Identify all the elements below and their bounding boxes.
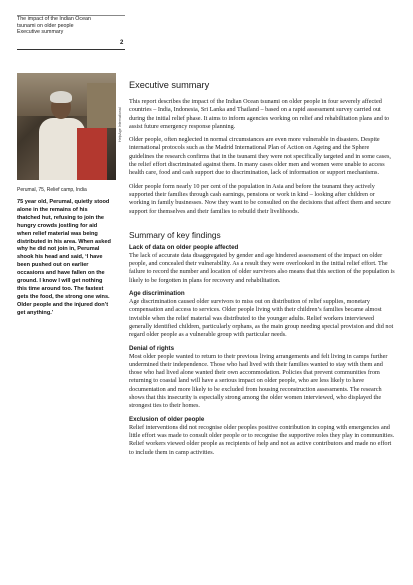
finding-heading-4: Exclusion of older people [129,415,205,423]
running-header [17,16,125,49]
header-title-line-1: The impact of the Indian Ocean [17,16,91,22]
intro-paragraph-2: Older people, often neglected in normal circumstances are even more vulnerable in disasters. Despite international protocols such as the Madrid International Plan of Action on Ageing and the Sphere guidelines the research confirms that in the tsunami they were not specifically targeted and in some cases, the relief effort discriminated against them. In many cases older men and women were unable to access health care, food and cash support due to discrimination, lack of information or support mechanisms. [129,136,391,177]
sidebar-quote: 75 year old, Perumal, quietly stood alone in the remains of his thatched hut, refusing to join the hungry crowds jostling for aid when relief material was being distributed in his area. When asked why he did not join in, Perumal shook his head and said, ‘I have been pushed out on earlier occasions and have fallen on the ground. I know I will get nothing this time around too. The fastest gets the food, the strong one wins. Older people and the injured don’t get anything.’ [17,199,111,316]
intro-paragraph-1: This report describes the impact of the Indian Ocean tsunami on older people in four severely affected countries – India, Indonesia, Sri Lanka and Thailand – based on a rapid assessment survey carried out during the initial relief phase. It aims to inform agencies working on relief and rehabilitation plans and to assist future emergency response planning. [129,98,390,130]
photo-perumal [17,73,116,180]
finding-heading-2: Age discrimination [129,290,185,298]
header-bottom-rule [17,49,125,50]
page-title: Executive summary [129,80,210,90]
intro-paragraph-3: Older people form nearly 10 per cent of the population in Asia and before the tsunami they actively supported their families through cash earnings, pensions or work in kind – looking after children or working in family businesses. Now they want to be consulted on the decisions that affect them and secure support for themselves and their families to rebuild their livelihoods. [129,182,391,215]
finding-heading-1: Lack of data on older people affected [129,243,239,251]
main-column [129,80,395,462]
findings-title: Summary of key findings [129,229,221,240]
finding-text-1: The lack of accurate data disaggregated by gender and age hindered assessment of the impact on older people, and concealed their vulnerability. As a result they were overlooked in the initial relief effort. The failure to record the number and location of older survivors also means that this section of the population is likely to be forgotten in plans for recovery and rehabilitation. [129,251,395,284]
finding-text-3: Most older people wanted to return to their previous living arrangements and felt living in camps further undermined their independence. Those who had lived with their families wanted to stay with them and those who had lived alone wanted their own accommodation. Policies that prevent communities from returning to coastal land will have a serious impact on older people, who are less likely to have documentation and more likely to be excluded from housing reconstruction assessments. The research shows that this insecurity is especially strong among the older women interviewed, who displayed the strongest ties to their homes. [129,352,388,410]
finding-text-4: Relief interventions did not recognise older peoples positive contribution in coping with emergencies and little effort was made to consult older people or to recognise the supportive roles they play in communities. Relief workers viewed older people as recipients of help and not as active contributors and made no effort to include them in camp activities. [129,423,395,456]
photo-caption: Perumal, 75, Relief camp, India [17,187,87,193]
header-section: Executive summary [17,29,64,36]
finding-heading-3: Denial of rights [129,344,175,352]
finding-text-2: Age discrimination caused older survivors to miss out on distribution of relief supplies, monetary compensation and access to services. Older people living with their children’s families became almost invisible when the relief material was distributed to the younger adults. Relief workers interviewed generally identified children, particularly orphans, as the main group needing special provision and did not regard older people as a vulnerable group with particular needs. [129,298,394,339]
page-number: 2 [120,40,124,46]
header-title-line-2: tsunami on older people [17,22,74,29]
photo-credit: HelpAge International [118,107,122,142]
